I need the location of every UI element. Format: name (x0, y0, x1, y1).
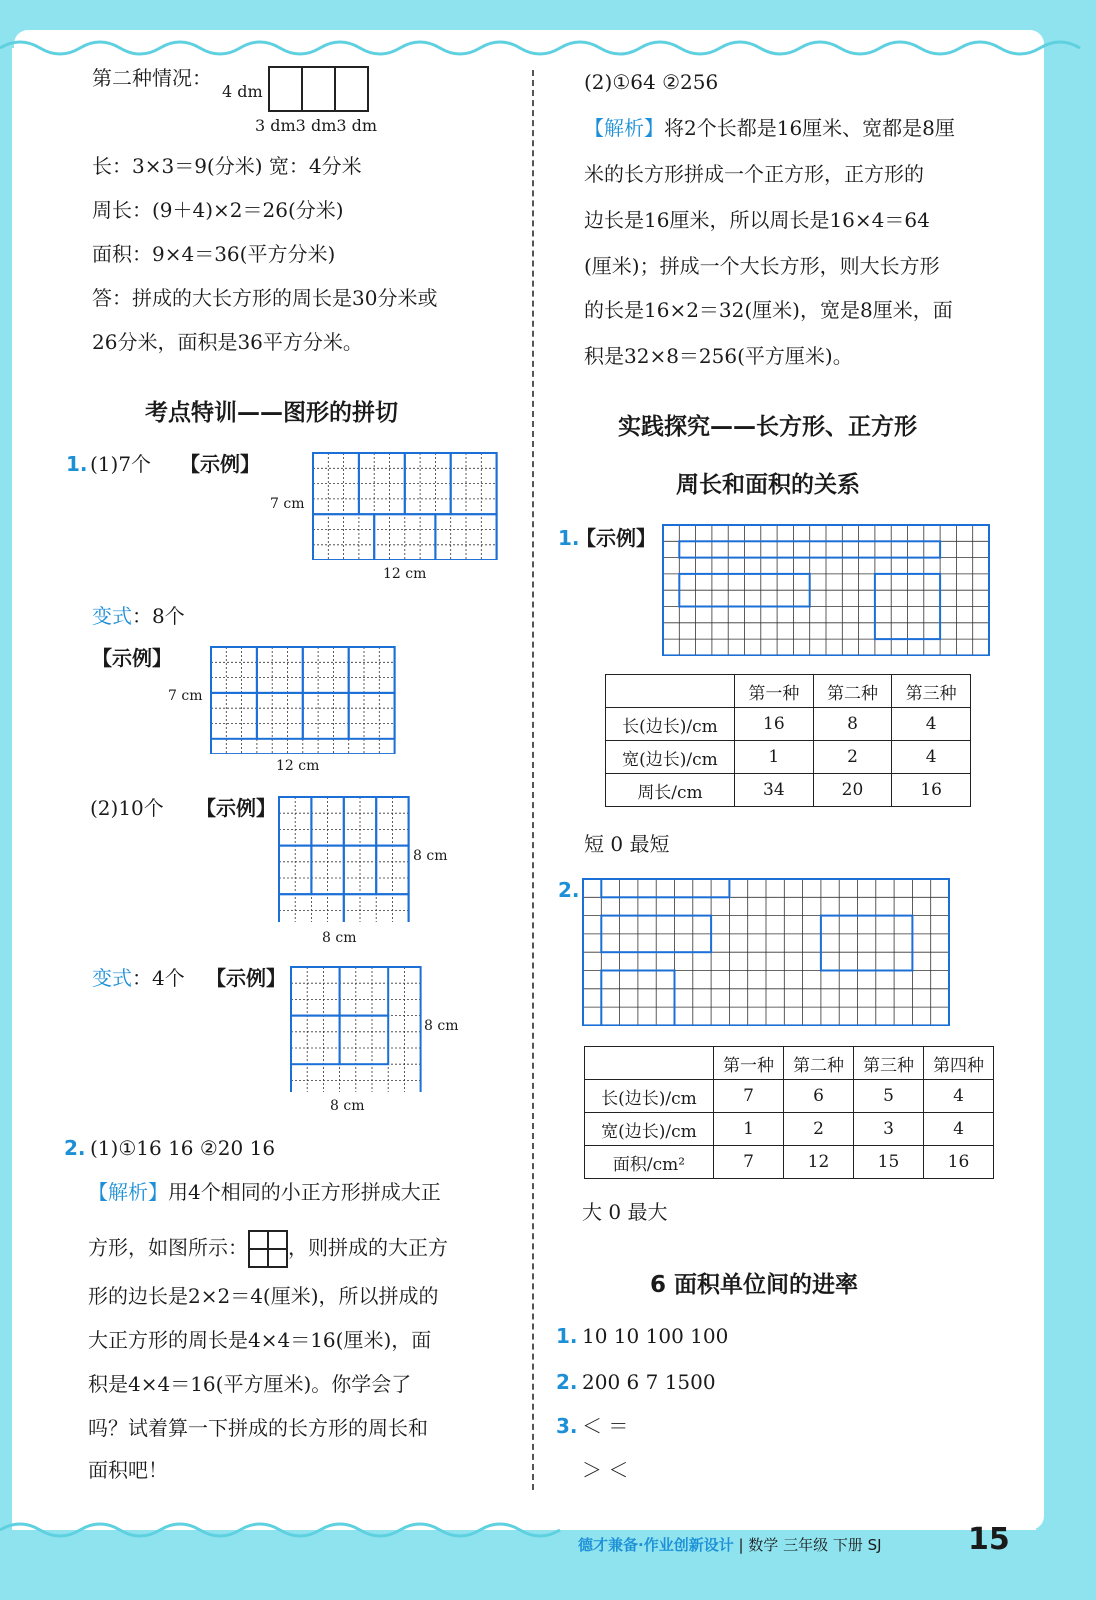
highlighted-shape (303, 693, 349, 739)
q1-example-tag: 【示例】 (180, 452, 260, 476)
analysis-line-1 (88, 1178, 441, 1206)
highlighted-shape (291, 967, 340, 1016)
table-cell: 4 (924, 1113, 994, 1146)
a3-answer-row2: ＞ ＜ (582, 1458, 629, 1482)
highlighted-shape (291, 1016, 340, 1065)
table-header: 第二种 (813, 675, 892, 708)
bottom-wave-decoration (0, 1518, 1096, 1542)
a2-answer: 200 6 7 1500 (582, 1370, 716, 1394)
table-cell: 20 (813, 774, 892, 807)
table-cell: 12 (784, 1146, 854, 1179)
highlighted-shape (349, 647, 395, 693)
analysis-text-2b: ，则拼成的大正方 (288, 1235, 448, 1260)
table-cell: 7 (714, 1080, 784, 1113)
table-cell: 8 (813, 708, 892, 741)
r-analysis-line-6: 积是32×8＝256(平方厘米)。 (584, 344, 853, 368)
table-cell: 3 (854, 1113, 924, 1146)
q2-part2-answer: (2)①64 ②256 (584, 70, 719, 94)
highlighted-shape (405, 453, 451, 514)
perimeter-conclusion: 短 0 最短 (584, 832, 670, 856)
page-number: 15 (968, 1522, 1010, 1557)
table-cell: 34 (735, 774, 814, 807)
table-row-label: 宽(边长)/cm (585, 1113, 714, 1146)
grid-8x8-example-1 (278, 796, 410, 922)
table-row-label: 周长/cm (606, 774, 735, 807)
variant2-tag: 变式 (92, 966, 132, 990)
highlighted-shape (211, 647, 257, 693)
variant2-example-tag: 【示例】 (206, 966, 286, 990)
highlighted-shape (821, 916, 913, 971)
r-analysis-line-3: 边长是16厘米，所以周长是16×4＝64 (584, 208, 930, 232)
table-cell: 5 (854, 1080, 924, 1113)
a3-number: 3. (556, 1414, 578, 1438)
variant2-line (92, 964, 185, 992)
table-row (585, 1080, 994, 1113)
r-analysis-text-1: 将2个长都是16厘米、宽都是8厘 (664, 116, 955, 140)
table-cell (585, 1047, 714, 1080)
table-row (606, 675, 971, 708)
grid4-width-label: 8 cm (330, 1098, 365, 1114)
section-title-practice-2: 周长和面积的关系 (676, 472, 860, 498)
table-row (606, 708, 971, 741)
table-cell: 1 (714, 1113, 784, 1146)
table-header: 第四种 (924, 1047, 994, 1080)
table-cell: 2 (813, 741, 892, 774)
footer-subject: | 数学 三年级 下册 SJ (738, 1536, 882, 1554)
column-divider (532, 70, 534, 1490)
analysis-tag: 【解析】 (88, 1180, 168, 1204)
a1-answer: 10 10 100 100 (582, 1324, 729, 1348)
highlighted-shape (340, 967, 389, 1016)
highlighted-shape (303, 647, 349, 693)
perimeter-table (605, 674, 971, 807)
highlighted-shape (349, 693, 395, 739)
table-row-label: 面积/cm² (585, 1146, 714, 1179)
table-cell: 2 (784, 1113, 854, 1146)
analysis-line-6: 吗？试着算一下拼成的长方形的周长和 (88, 1416, 428, 1440)
case2-height-label: 4 dm (222, 82, 263, 101)
table-row (585, 1047, 994, 1080)
section-6-title: 6 面积单位间的进率 (650, 1272, 859, 1298)
q1-part1-answer: (1)7个 (90, 452, 152, 476)
variant2-value: ：4个 (132, 966, 185, 990)
grid-8x8-example-2 (290, 966, 422, 1092)
r-analysis-line-1 (584, 114, 955, 142)
table-row-label: 宽(边长)/cm (606, 741, 735, 774)
table-row (606, 741, 971, 774)
q1-part2-example-tag: 【示例】 (196, 796, 276, 820)
table-cell: 16 (892, 774, 971, 807)
section-title-cutting: 考点特训——图形的拼切 (145, 400, 398, 426)
table-cell: 4 (924, 1080, 994, 1113)
grid3-height-label: 8 cm (413, 848, 448, 864)
table-row-label: 长(边长)/cm (606, 708, 735, 741)
r-analysis-tag: 【解析】 (584, 116, 664, 140)
footer-line (578, 1534, 882, 1555)
grid-7x12-example-1 (312, 452, 500, 560)
analysis-line-5: 积是4×4＝16(平方厘米)。你学会了 (88, 1372, 412, 1396)
area-table (584, 1046, 994, 1179)
grid-7x12-example-2 (210, 646, 398, 754)
top-wave-decoration (0, 36, 1096, 60)
r-analysis-line-5: 的长是16×2＝32(厘米)，宽是8厘米，面 (584, 298, 953, 322)
a3-answer-row1: ＜ ＝ (582, 1414, 629, 1438)
table-cell: 4 (892, 708, 971, 741)
case2-width-label: 3 dm3 dm3 dm (255, 116, 378, 135)
highlighted-shape (601, 879, 729, 897)
grid2-height-label: 7 cm (168, 688, 203, 704)
table-cell: 4 (892, 741, 971, 774)
answer-line-1: 答：拼成的大长方形的周长是30分米或 (92, 286, 438, 310)
analysis-line-4: 大正方形的周长是4×4＝16(厘米)，面 (88, 1328, 432, 1352)
highlighted-shape (257, 647, 303, 693)
table-header: 第一种 (714, 1047, 784, 1080)
grid4-height-label: 8 cm (424, 1018, 459, 1034)
highlighted-shape (211, 693, 257, 739)
footer-brand: 德才兼备·作业创新设计 (578, 1536, 734, 1554)
table-header: 第二种 (784, 1047, 854, 1080)
q2-answer: (1)①16 16 ②20 16 (90, 1136, 276, 1160)
table-cell: 16 (735, 708, 814, 741)
grid3-width-label: 8 cm (322, 930, 357, 946)
r-analysis-line-4: (厘米)；拼成一个大长方形，则大长方形 (584, 254, 940, 278)
case2-label: 第二种情况： (92, 66, 212, 90)
length-width-line: 长：3×3＝9(分米) 宽：4分米 (92, 154, 362, 178)
four-squares-icon (248, 1230, 288, 1268)
section-title-practice-1: 实践探究——长方形、正方形 (618, 414, 917, 440)
analysis-line-2 (88, 1230, 448, 1268)
table-cell: 1 (735, 741, 814, 774)
table-row-label: 长(边长)/cm (585, 1080, 714, 1113)
case2-rectangle-diagram (268, 66, 370, 112)
analysis-text-2a: 方形，如图所示： (88, 1235, 248, 1260)
table-cell (606, 675, 735, 708)
highlighted-shape (340, 1016, 389, 1065)
highlighted-shape (257, 693, 303, 739)
page-frame-left (0, 0, 12, 1600)
table-cell: 16 (924, 1146, 994, 1179)
a1-number: 1. (556, 1324, 578, 1348)
q1-number: 1. (66, 452, 88, 476)
grid-perimeter-examples (662, 524, 990, 656)
grid-area-examples (582, 878, 952, 1026)
table-cell: 15 (854, 1146, 924, 1179)
table-cell: 6 (784, 1080, 854, 1113)
q2-number: 2. (64, 1136, 86, 1160)
table-row (585, 1113, 994, 1146)
q1-part2-answer: (2)10个 (90, 796, 164, 820)
analysis-line-3: 形的边长是2×2＝4(厘米)，所以拼成的 (88, 1284, 439, 1308)
r-analysis-line-2: 米的长方形拼成一个正方形，正方形的 (584, 162, 924, 186)
area-line: 面积：9×4＝36(平方分米) (92, 242, 336, 266)
variant1-line (92, 602, 185, 630)
table-row (606, 774, 971, 807)
grid1-width-label: 12 cm (383, 566, 427, 582)
analysis-text-1: 用4个相同的小正方形拼成大正 (168, 1180, 441, 1204)
highlighted-shape (313, 453, 359, 514)
table-header: 第三种 (892, 675, 971, 708)
p1-number: 1. (558, 526, 580, 550)
analysis-line-7: 面积吧！ (88, 1458, 168, 1482)
table-row (585, 1146, 994, 1179)
table-header: 第一种 (735, 675, 814, 708)
p1-example-tag: 【示例】 (576, 526, 656, 550)
table-header: 第三种 (854, 1047, 924, 1080)
table-cell: 7 (714, 1146, 784, 1179)
grid-border (291, 967, 421, 1092)
grid2-width-label: 12 cm (276, 758, 320, 774)
area-conclusion: 大 0 最大 (582, 1200, 668, 1224)
page-frame-right (1036, 0, 1096, 1600)
answer-line-2: 26分米，面积是36平方分米。 (92, 330, 363, 354)
variant1-value: ：8个 (132, 604, 185, 628)
grid1-height-label: 7 cm (270, 496, 305, 512)
p2-number: 2. (558, 878, 580, 902)
variant1-example-tag: 【示例】 (92, 646, 172, 670)
variant1-tag: 变式 (92, 604, 132, 628)
a2-number: 2. (556, 1370, 578, 1394)
perimeter-line: 周长：(9＋4)×2＝26(分米) (92, 198, 344, 222)
